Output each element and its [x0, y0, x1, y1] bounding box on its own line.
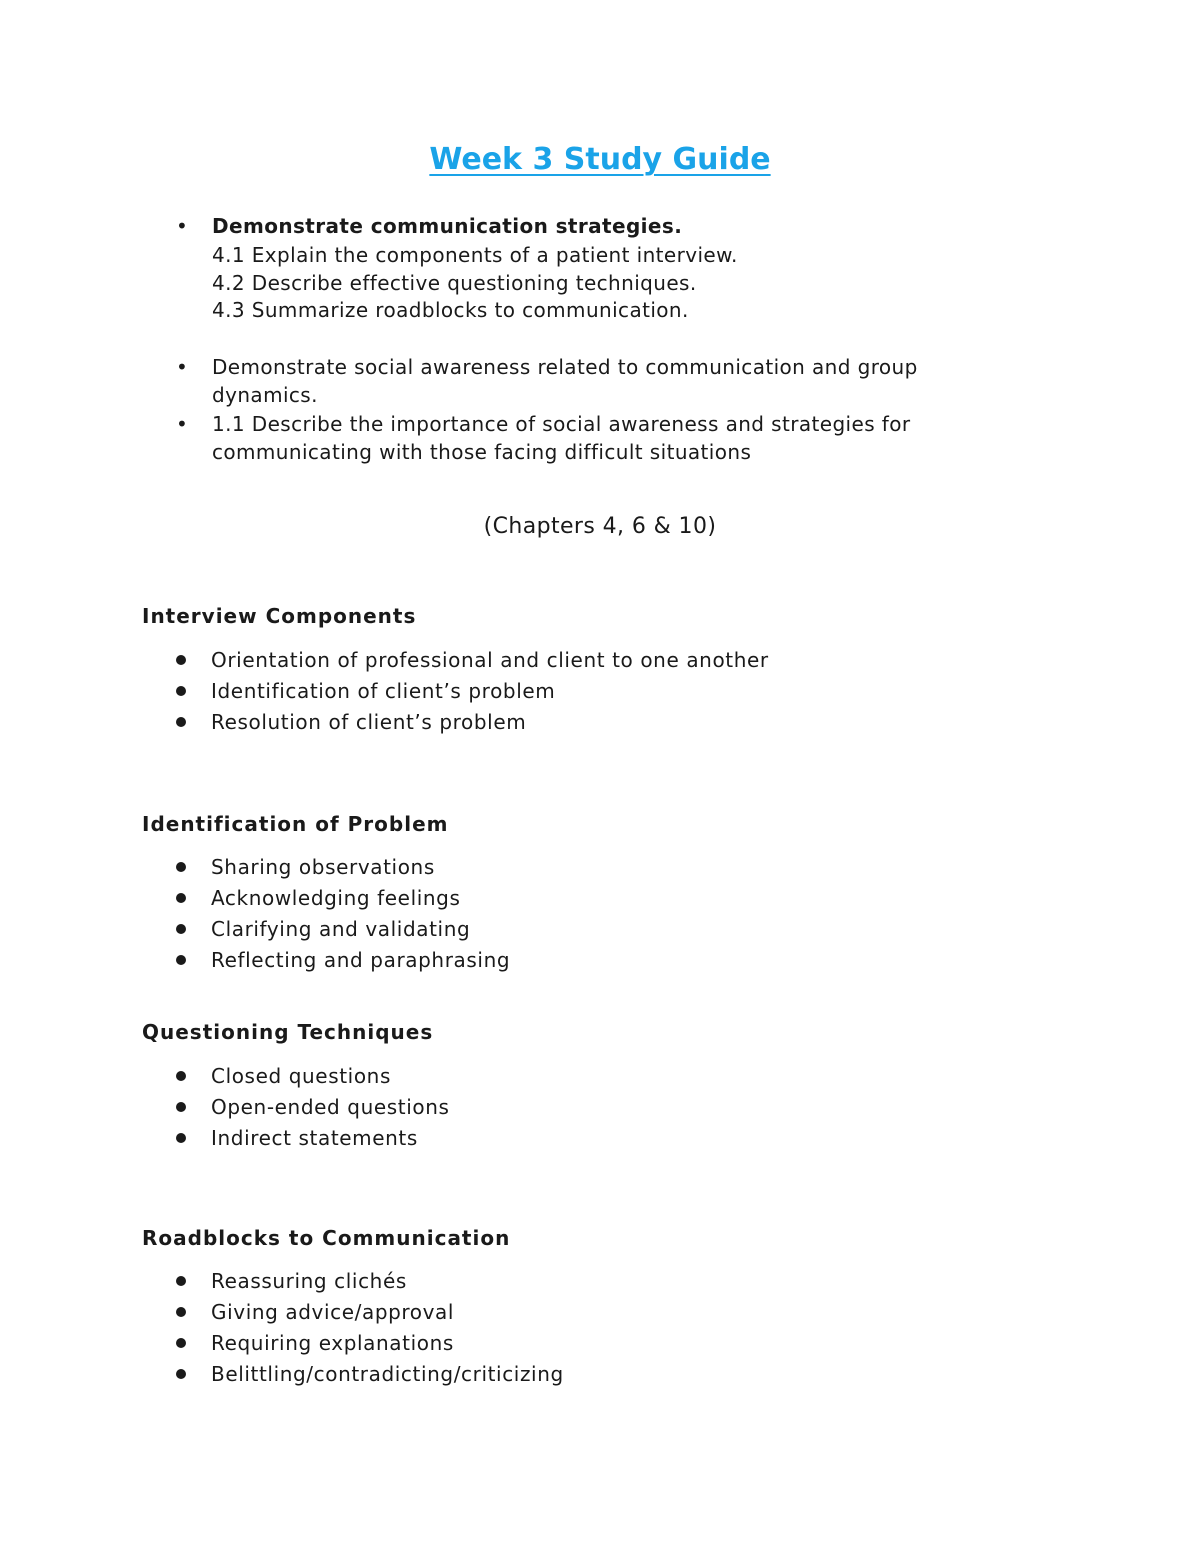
objective-bullet: •	[176, 214, 188, 238]
objective-text: 1.1 Describe the importance of social awareness and strategies for communicating with those facing difficult situations	[212, 412, 911, 464]
section-heading-questioning-techniques: Questioning Techniques	[142, 1020, 434, 1044]
roadblocks-list	[0, 1266, 1200, 1390]
bullet-dot	[176, 1369, 186, 1379]
bullet-dot	[176, 924, 186, 934]
chapters-reference: (Chapters 4, 6 & 10)	[483, 514, 717, 539]
list-item	[0, 645, 1200, 676]
section-heading-interview-components: Interview Components	[142, 604, 417, 628]
bullet-dot	[176, 1102, 186, 1112]
list-item-text: Identification of client’s problem	[211, 679, 556, 703]
list-item-text: Orientation of professional and client to one another	[211, 648, 769, 672]
list-item	[0, 707, 1200, 738]
bullet-dot	[176, 955, 186, 965]
bullet-dot	[176, 862, 186, 872]
bullet-dot	[176, 655, 186, 665]
list-item	[0, 676, 1200, 707]
interview-components-list	[0, 645, 1200, 738]
bullet-dot	[176, 1276, 186, 1286]
list-item	[0, 883, 1200, 914]
list-item-text: Giving advice/approval	[211, 1300, 455, 1324]
list-item-text: Clarifying and validating	[211, 917, 471, 941]
list-item-text: Reflecting and paraphrasing	[211, 948, 511, 972]
list-item	[0, 1092, 1200, 1123]
list-item	[0, 1061, 1200, 1092]
objective-text: Demonstrate social awareness related to communication and group dynamics.	[212, 355, 918, 407]
objective-subitem: 4.1 Explain the components of a patient interview.	[212, 243, 738, 267]
bullet-dot	[176, 1338, 186, 1348]
objective-bullet: •	[176, 412, 188, 436]
bullet-dot	[176, 717, 186, 727]
section-heading-identification-of-problem: Identification of Problem	[142, 812, 449, 836]
objective-subitem: 4.3 Summarize roadblocks to communication.	[212, 298, 689, 322]
list-item-text: Requiring explanations	[211, 1331, 454, 1355]
list-item	[0, 1266, 1200, 1297]
list-item	[0, 852, 1200, 883]
list-item	[0, 1328, 1200, 1359]
list-item-text: Reassuring clichés	[211, 1269, 407, 1293]
list-item-text: Acknowledging feelings	[211, 886, 461, 910]
bullet-dot	[176, 893, 186, 903]
bullet-dot	[176, 686, 186, 696]
objective-heading: Demonstrate communication strategies.	[212, 214, 683, 238]
list-item-text: Open-ended questions	[211, 1095, 450, 1119]
objective-bullet: •	[176, 355, 188, 379]
list-item-text: Resolution of client’s problem	[211, 710, 527, 734]
list-item	[0, 1123, 1200, 1154]
list-item	[0, 1297, 1200, 1328]
bullet-dot	[176, 1307, 186, 1317]
section-heading-roadblocks-to-communication: Roadblocks to Communication	[142, 1226, 511, 1250]
document-title: Week 3 Study Guide	[429, 142, 771, 177]
list-item	[0, 945, 1200, 976]
identification-of-problem-list	[0, 852, 1200, 976]
bullet-dot	[176, 1133, 186, 1143]
list-item-text: Indirect statements	[211, 1126, 418, 1150]
list-item-text: Belittling/contradicting/criticizing	[211, 1362, 564, 1386]
questioning-techniques-list	[0, 1061, 1200, 1154]
bullet-dot	[176, 1071, 186, 1081]
list-item-text: Sharing observations	[211, 855, 435, 879]
objective-subitem: 4.2 Describe effective questioning techniques.	[212, 271, 697, 295]
list-item	[0, 1359, 1200, 1390]
list-item	[0, 914, 1200, 945]
list-item-text: Closed questions	[211, 1064, 391, 1088]
